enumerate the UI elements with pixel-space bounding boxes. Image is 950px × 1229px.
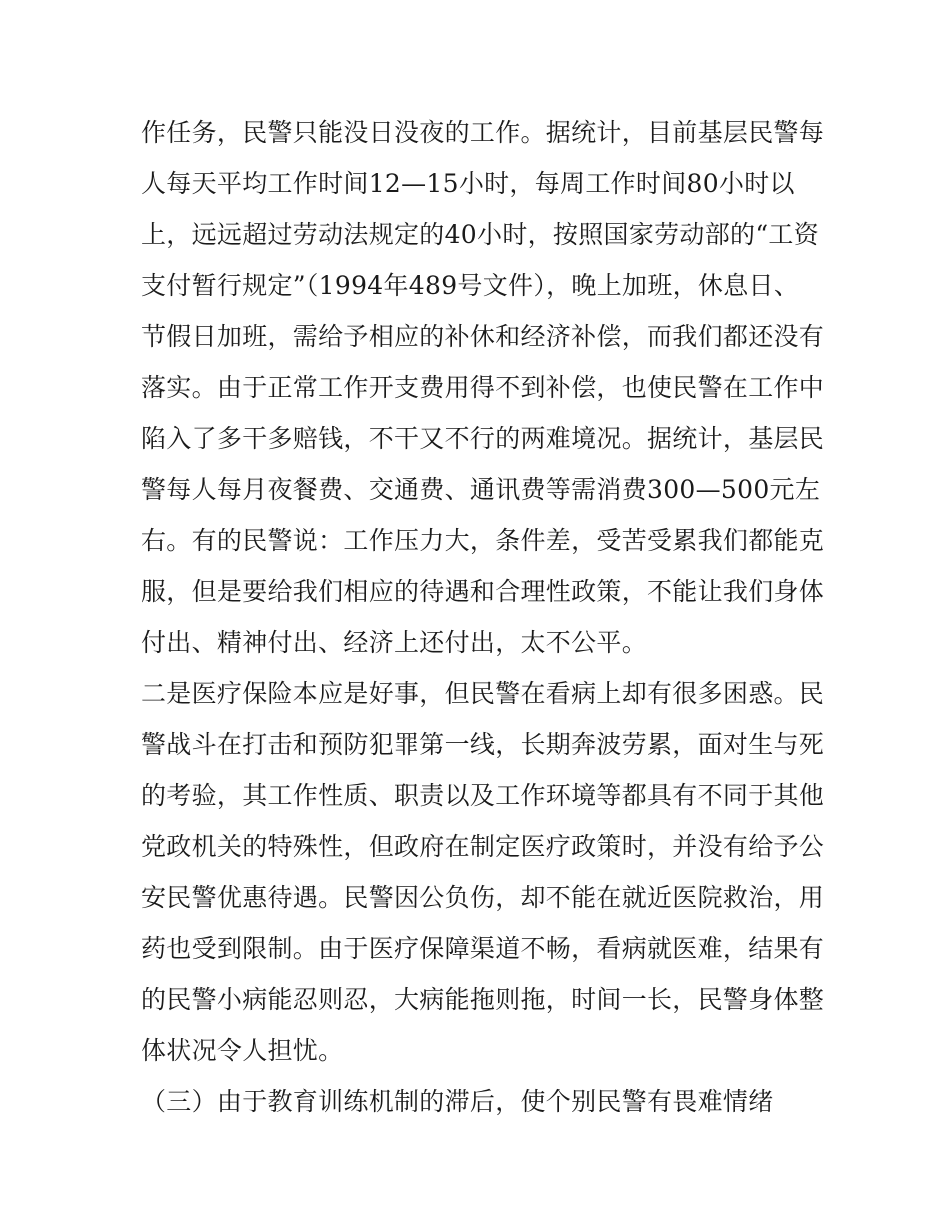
text-line: 陷入了多干多赔钱，不干又不行的两难境况。据统计，基层民	[141, 424, 825, 453]
text-line: 支付暂行规定”（1994年489号文件），晚上加班，休息日、	[141, 271, 800, 300]
text-line: 的民警小病能忍则忍，大病能拖则拖，时间一长，民警身体整	[141, 985, 825, 1014]
text-line: 警每人每月夜餐费、交通费、通讯费等需消费300—500元左	[141, 475, 821, 504]
text-line: 党政机关的特殊性，但政府在制定医疗政策时，并没有给予公	[141, 832, 825, 861]
text-line: 落实。由于正常工作开支费用得不到补偿，也使民警在工作中	[141, 373, 825, 402]
text-line: 上，远远超过劳动法规定的40小时，按照国家劳动部的“工资	[141, 220, 819, 249]
text-line: 服，但是要给我们相应的待遇和合理性政策，不能让我们身体	[141, 577, 825, 606]
text-line: 药也受到限制。由于医疗保障渠道不畅，看病就医难，结果有	[141, 934, 825, 963]
text-line: 警战斗在打击和预防犯罪第一线，长期奔波劳累，面对生与死	[141, 730, 825, 759]
body-text	[141, 107, 825, 1127]
text-line: 的考验，其工作性质、职责以及工作环境等都具有不同于其他	[141, 781, 825, 810]
paragraph-medical-start: 二是医疗保险本应是好事，但民警在看病上却有很多困惑。民	[141, 679, 825, 708]
text-line: 付出、精神付出、经济上还付出，太不公平。	[141, 628, 648, 657]
text-line: 人每天平均工作时间12—15小时，每周工作时间80小时以	[141, 169, 795, 198]
text-line: 节假日加班，需给予相应的补休和经济补偿，而我们都还没有	[141, 322, 825, 351]
text-line: 安民警优惠待遇。民警因公负伤，却不能在就近医院救治，用	[141, 883, 825, 912]
text-line: 右。有的民警说：工作压力大，条件差，受苦受累我们都能克	[141, 526, 825, 555]
text-line: 体状况令人担忧。	[141, 1036, 344, 1065]
text-line: 作任务，民警只能没日没夜的工作。据统计，目前基层民警每	[141, 118, 825, 147]
section-heading: （三）由于教育训练机制的滞后，使个别民警有畏难情绪	[141, 1087, 774, 1116]
